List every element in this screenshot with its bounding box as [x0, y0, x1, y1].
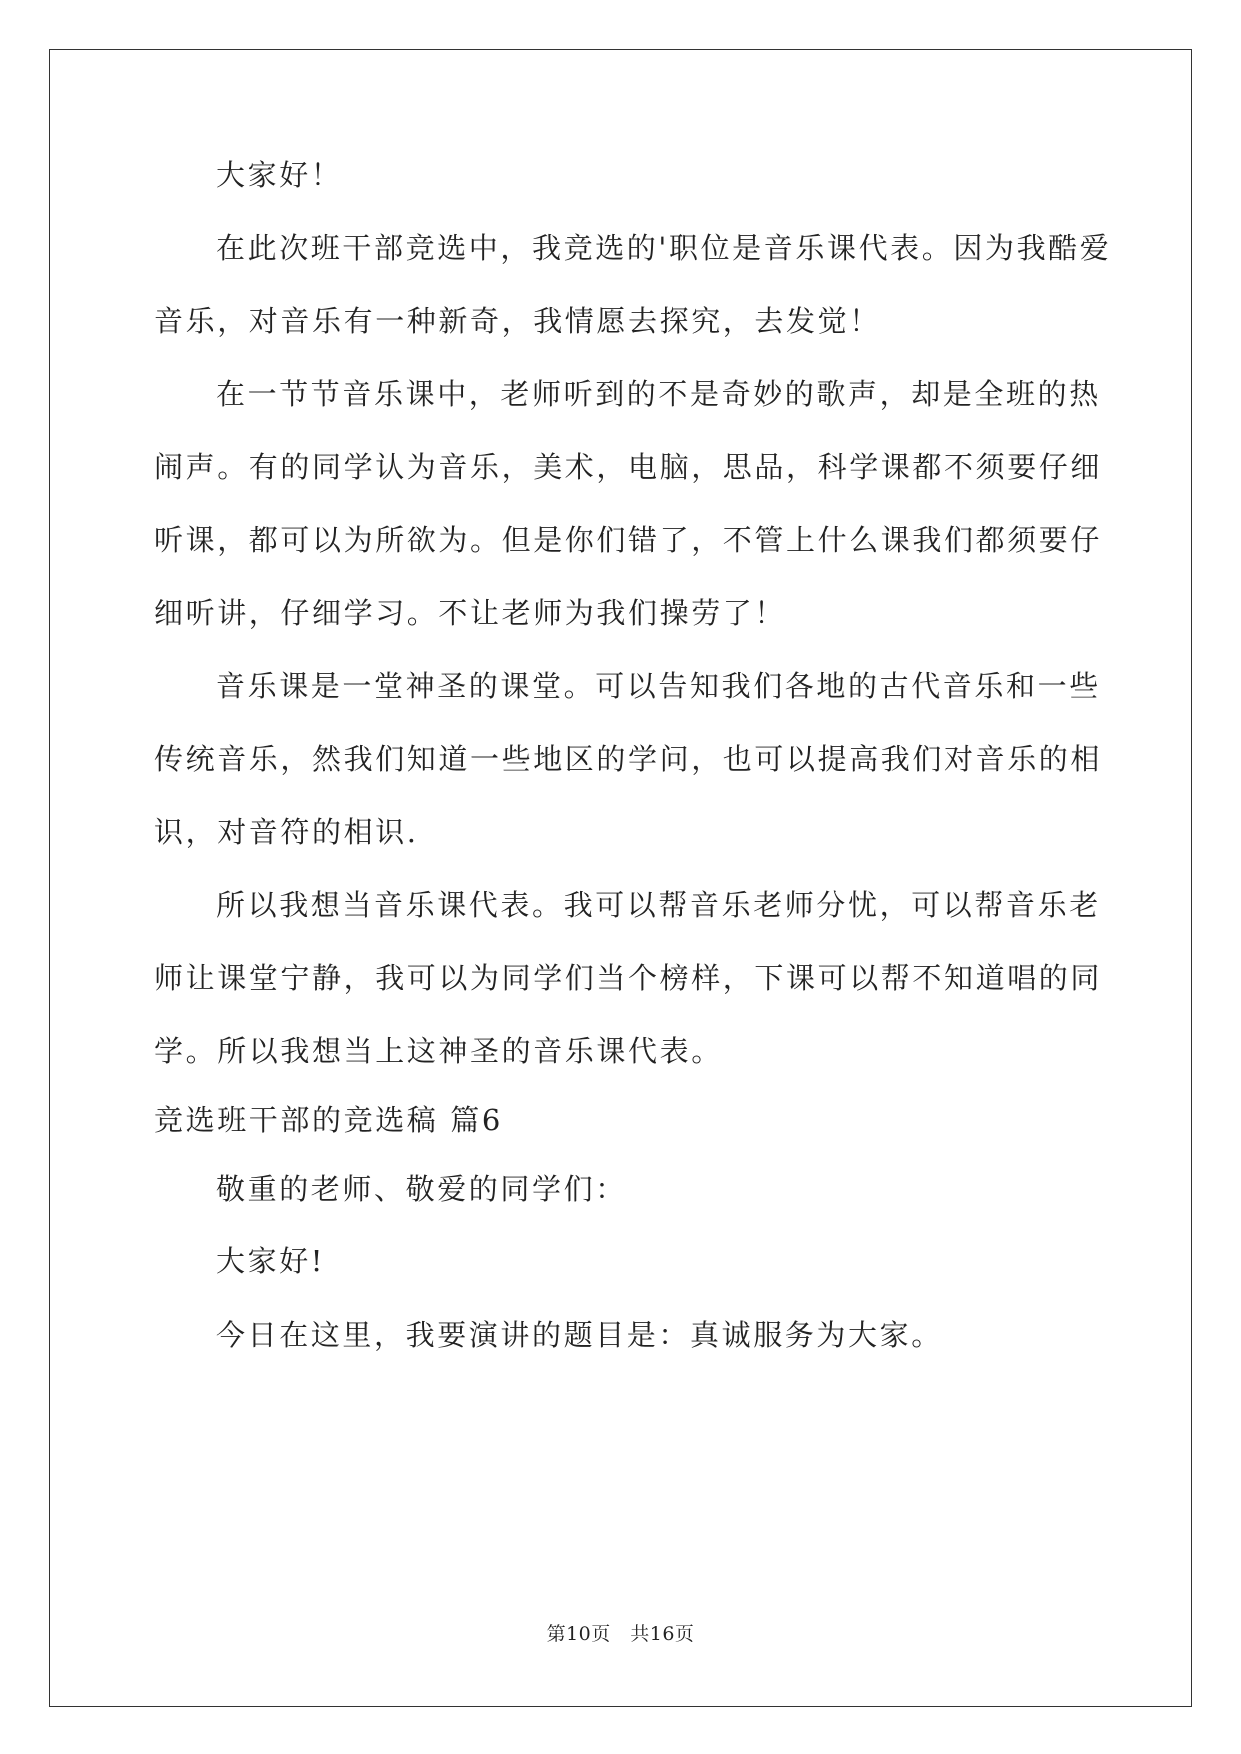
page-border [49, 49, 1192, 1707]
paragraph-line: 音乐，对音乐有一种新奇，我情愿去探究，去发觉！ [154, 304, 881, 338]
paragraph-line: 听课，都可以为所欲为。但是你们错了，不管上什么课我们都须要仔 [154, 523, 1103, 557]
paragraph-line: 音乐课是一堂神圣的课堂。可以告知我们各地的古代音乐和一些 [216, 669, 1101, 703]
paragraph-line: 传统音乐，然我们知道一些地区的学问，也可以提高我们对音乐的相 [154, 742, 1103, 776]
greeting-line: 大家好! [216, 1244, 326, 1278]
section-heading: 竞选班干部的竞选稿 篇6 [154, 1103, 503, 1137]
paragraph-line: 细听讲，仔细学习。不让老师为我们操劳了！ [154, 596, 787, 630]
paragraph-line: 师让课堂宁静，我可以为同学们当个榜样，下课可以帮不知道唱的同 [154, 961, 1103, 995]
paragraph-line: 今日在这里，我要演讲的题目是：真诚服务为大家。 [216, 1318, 943, 1352]
paragraph-line: 识，对音符的相识. [154, 815, 419, 849]
paragraph-line: 在此次班干部竞选中，我竞选的'职位是音乐课代表。因为我酷爱 [216, 231, 1112, 265]
salutation-line: 敬重的老师、敬爱的同学们： [216, 1172, 627, 1206]
paragraph-line: 学。所以我想当上这神圣的音乐课代表。 [154, 1034, 723, 1068]
greeting-line: 大家好！ [216, 158, 343, 192]
paragraph-line: 闹声。有的同学认为音乐，美术，电脑，思品，科学课都不须要仔细 [154, 450, 1103, 484]
page-number-footer: 第10页 共16页 [546, 1623, 695, 1645]
paragraph-line: 在一节节音乐课中，老师听到的不是奇妙的歌声，却是全班的热 [216, 377, 1101, 411]
paragraph-line: 所以我想当音乐课代表。我可以帮音乐老师分忧，可以帮音乐老 [216, 888, 1101, 922]
